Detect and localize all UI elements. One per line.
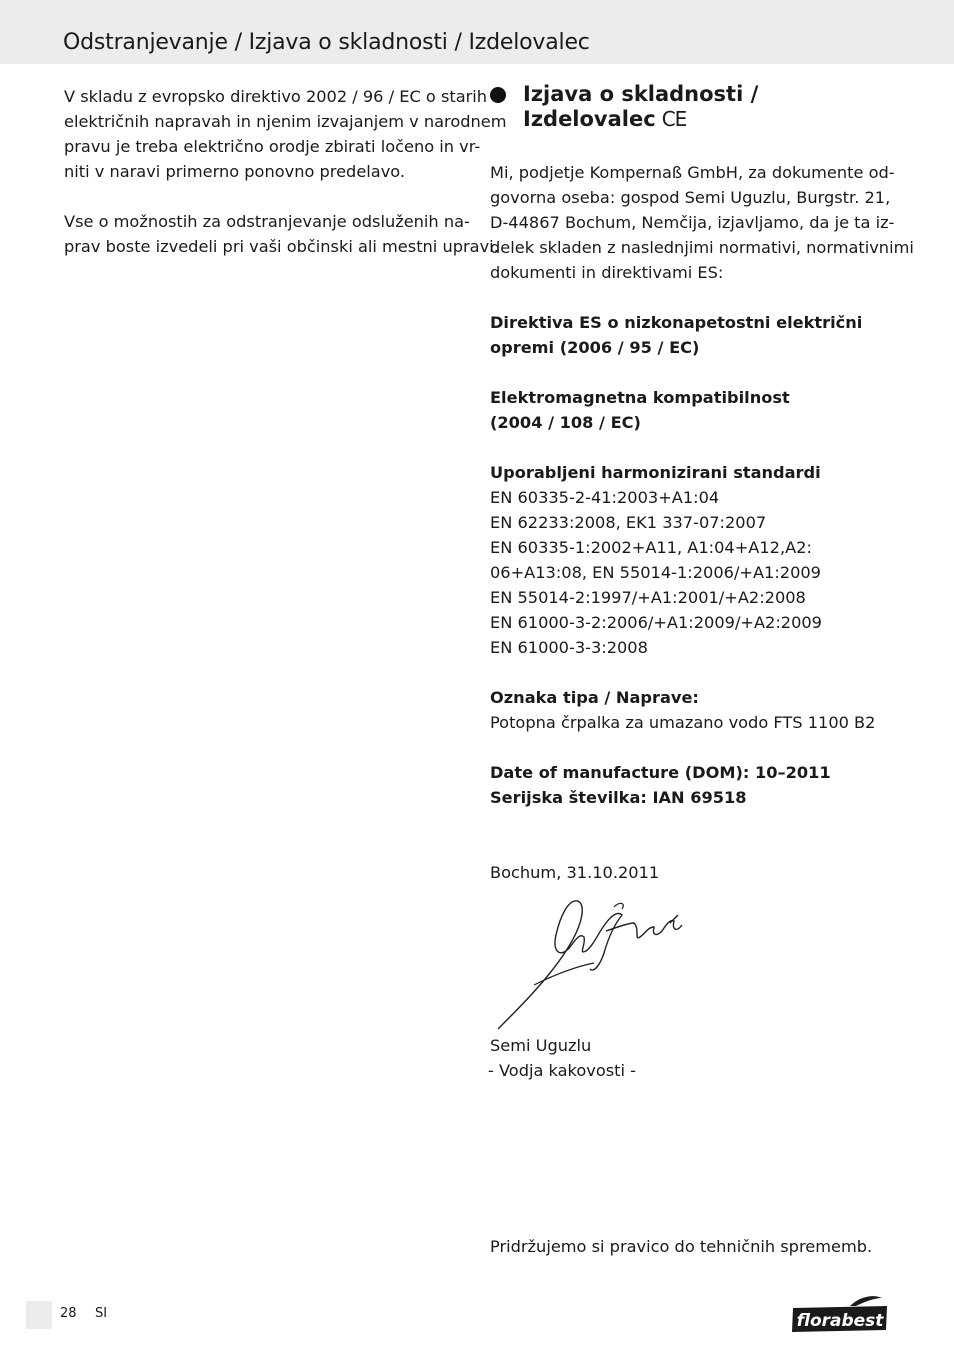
place-date-text: Bochum, 31.10.2011: [490, 863, 660, 882]
standards-heading: Uporabljeni harmonizirani standardi: [490, 463, 821, 482]
signature-image: [494, 893, 694, 1033]
text-line: opremi (2006 / 95 / EC): [490, 338, 700, 357]
type-heading: Oznaka tipa / Naprave:: [490, 688, 699, 707]
standards-block: [490, 460, 900, 660]
text-line: niti v naravi primerno ponovno predelavo.: [64, 162, 406, 181]
section-title: [523, 82, 900, 132]
page-title: Odstranjevanje / Izjava o skladnosti / Izdelovalec: [63, 30, 590, 55]
section-title-text: Izdelovalec: [523, 107, 656, 131]
type-value: Potopna črpalka za umazano vodo FTS 1100 B2: [490, 713, 876, 732]
signer-name: Semi Uguzlu: [490, 1036, 592, 1055]
low-voltage-directive: [490, 310, 900, 360]
text-line: električnih napravah in njenim izvajanjem v narodnem: [64, 112, 507, 131]
header-band: [0, 0, 954, 64]
svg-text:florabest: florabest: [796, 1311, 884, 1331]
right-column: [490, 82, 914, 910]
standard-item: EN 62233:2008, EK1 337-07:2007: [490, 513, 767, 532]
serial-number: Serijska številka: IAN 69518: [490, 788, 747, 807]
manufacture-block: [490, 760, 900, 810]
date-of-manufacture: Date of manufacture (DOM): 10–2011: [490, 763, 831, 782]
section-title-line: Izjava o skladnosti /: [523, 82, 759, 106]
emc-directive: [490, 385, 900, 435]
left-column: [64, 84, 507, 284]
section-title-line: [523, 107, 900, 132]
standard-item: EN 60335-2-41:2003+A1:04: [490, 488, 720, 507]
text-line: delek skladen z naslednjimi normativi, normativnimi: [490, 238, 914, 257]
standard-item: EN 60335-1:2002+A11, A1:04+A12,A2:: [490, 538, 812, 557]
declaration-intro: [490, 160, 914, 285]
section-heading: [490, 82, 900, 132]
disposal-info-paragraph: [64, 209, 499, 259]
text-line: V skladu z evropsko direktivo 2002 / 96 / EC o starih: [64, 87, 488, 106]
place-date: [490, 860, 900, 885]
standard-item: 06+A13:08, EN 55014-1:2006/+A1:2009: [490, 563, 821, 582]
page-marker: [26, 1301, 52, 1329]
signer-role: - Vodja kakovosti -: [488, 1061, 637, 1080]
standard-item: EN 61000-3-3:2008: [490, 638, 648, 657]
page-number: 28: [60, 1306, 77, 1321]
standard-item: EN 61000-3-2:2006/+A1:2009/+A2:2009: [490, 613, 822, 632]
text-line: prav boste izvedeli pri vaši občinski ali mestni upravi.: [64, 237, 499, 256]
disposal-paragraph: [64, 84, 507, 184]
text-line: Direktiva ES o nizkonapetostni električni: [490, 313, 863, 332]
text-line: D-44867 Bochum, Nemčija, izjavljamo, da je ta iz-: [490, 213, 895, 232]
text-line: Elektromagnetna kompatibilnost: [490, 388, 790, 407]
technical-changes-note: Pridržujemo si pravico do tehničnih sprememb.: [490, 1237, 873, 1256]
ce-mark-icon: CE: [661, 107, 687, 131]
bullet-icon: [490, 87, 506, 103]
text-line: dokumenti in direktivami ES:: [490, 263, 724, 282]
text-line: Mi, podjetje Kompernaß GmbH, za dokumente od-: [490, 163, 895, 182]
text-line: pravu je treba električno orodje zbirati ločeno in vr-: [64, 137, 481, 156]
text-line: govorna oseba: gospod Semi Uguzlu, Burgstr. 21,: [490, 188, 891, 207]
language-code: SI: [95, 1306, 108, 1321]
text-line: (2004 / 108 / EC): [490, 413, 641, 432]
text-line: Vse o možnostih za odstranjevanje odsluženih na-: [64, 212, 470, 231]
florabest-logo: [790, 1294, 890, 1334]
standard-item: EN 55014-2:1997/+A1:2001/+A2:2008: [490, 588, 806, 607]
type-block: [490, 685, 900, 735]
